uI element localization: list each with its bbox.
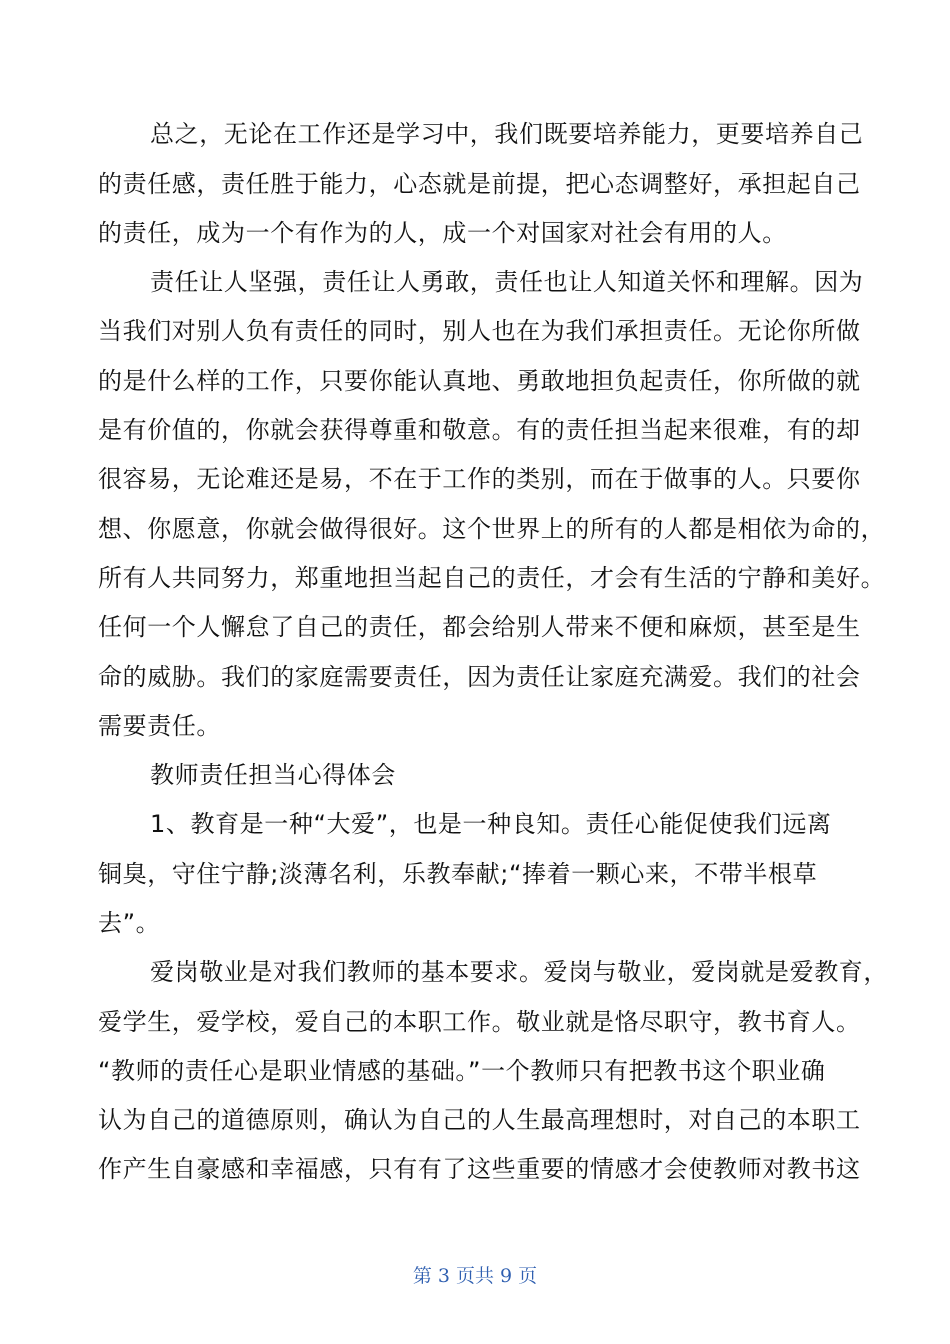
text-line: 爱岗敬业是对我们教师的基本要求。爱岗与敬业，爱岗就是爱教育， [150,958,888,986]
text-line: 的责任感，责任胜于能力，心态就是前提，把心态调整好，承担起自己 [98,170,861,198]
text-line: 的责任，成为一个有作为的人，成一个对国家对社会有用的人。 [98,219,787,247]
text-line: 责任让人坚强，责任让人勇敢，责任也让人知道关怀和理解。因为 [150,268,864,296]
text-line: 认为自己的道德原则，确认为自己的人生最高理想时，对自己的本职工 [98,1106,861,1134]
text-line: 1、教育是一种“大爱”，也是一种良知。责任心能促使我们远离 [150,810,832,838]
text-line: 需要责任。 [98,712,221,740]
text-line: 的是什么样的工作，只要你能认真地、勇敢地担负起责任，你所做的就 [98,367,861,395]
text-line: 很容易，无论难还是易，不在于工作的类别，而在于做事的人。只要你 [98,465,861,493]
text-line: 想、你愿意，你就会做得很好。这个世界上的所有的人都是相依为命的， [98,515,886,543]
text-line: 铜臭，守住宁静;淡薄名利，乐教奉献;“捧着一颗心来，不带半根草 [98,860,818,888]
text-line: 爱学生，爱学校，爱自己的本职工作。敬业就是恪尽职守，教书育人。 [98,1008,861,1036]
text-line: 去”。 [98,909,161,937]
page-number: 第 3 页共 9 页 [412,1265,538,1287]
text-line: 所有人共同努力，郑重地担当起自己的责任，才会有生活的宁静和美好。 [98,564,886,592]
text-line: 任何一个人懈怠了自己的责任，都会给别人带来不便和麻烦，甚至是生 [98,613,861,641]
text-line: 当我们对别人负有责任的同时，别人也在为我们承担责任。无论你所做 [98,317,861,345]
text-line: 命的威胁。我们的家庭需要责任，因为责任让家庭充满爱。我们的社会 [98,663,861,691]
text-line: “教师的责任心是职业情感的基础。”一个教师只有把教书这个职业确 [98,1057,826,1085]
section-heading: 教师责任担当心得体会 [150,761,396,789]
text-line: 作产生自豪感和幸福感，只有有了这些重要的情感才会使教师对教书这 [98,1155,861,1183]
text-line: 是有价值的，你就会获得尊重和敬意。有的责任担当起来很难，有的却 [98,416,861,444]
text-line: 总之，无论在工作还是学习中，我们既要培养能力，更要培养自己 [150,120,864,148]
